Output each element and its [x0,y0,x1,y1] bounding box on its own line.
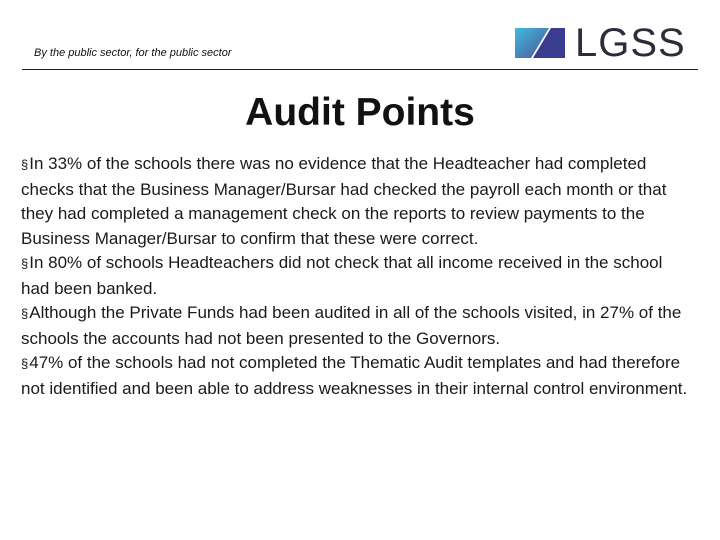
bullet-list [21,152,693,401]
lgss-logo [511,21,686,65]
bullet-item [21,251,693,301]
bullet-text: In 33% of the schools there was no evidence that the Headteacher had completed checks that the Business Manager/Bursar had checked the payroll each month or that they had completed a management check on the reports to review payments to the Business Manager/Bursar to confirm that these were correct. [21,154,667,248]
bullet-item [21,301,693,351]
bullet-marker: § [21,256,29,271]
tagline: By the public sector, for the public sector [34,47,232,59]
lgss-logo-text: LGSS [575,21,686,65]
bullet-marker: § [21,356,29,371]
bullet-text: 47% of the schools had not completed the Thematic Audit templates and had therefore not identified and been able to address weaknesses in their internal control environment. [21,353,688,398]
lgss-logo-icon [511,24,567,62]
bullet-item [21,152,693,251]
bullet-marker: § [21,306,29,321]
bullet-text: In 80% of schools Headteachers did not check that all income received in the school had been banked. [21,253,663,298]
bullet-marker: § [21,157,29,172]
slide-title: Audit Points [245,91,475,134]
bullet-text: Although the Private Funds had been audited in all of the schools visited, in 27% of the schools the accounts had not been presented to the Governors. [21,303,682,348]
header-divider [22,69,698,70]
bullet-item [21,351,693,401]
